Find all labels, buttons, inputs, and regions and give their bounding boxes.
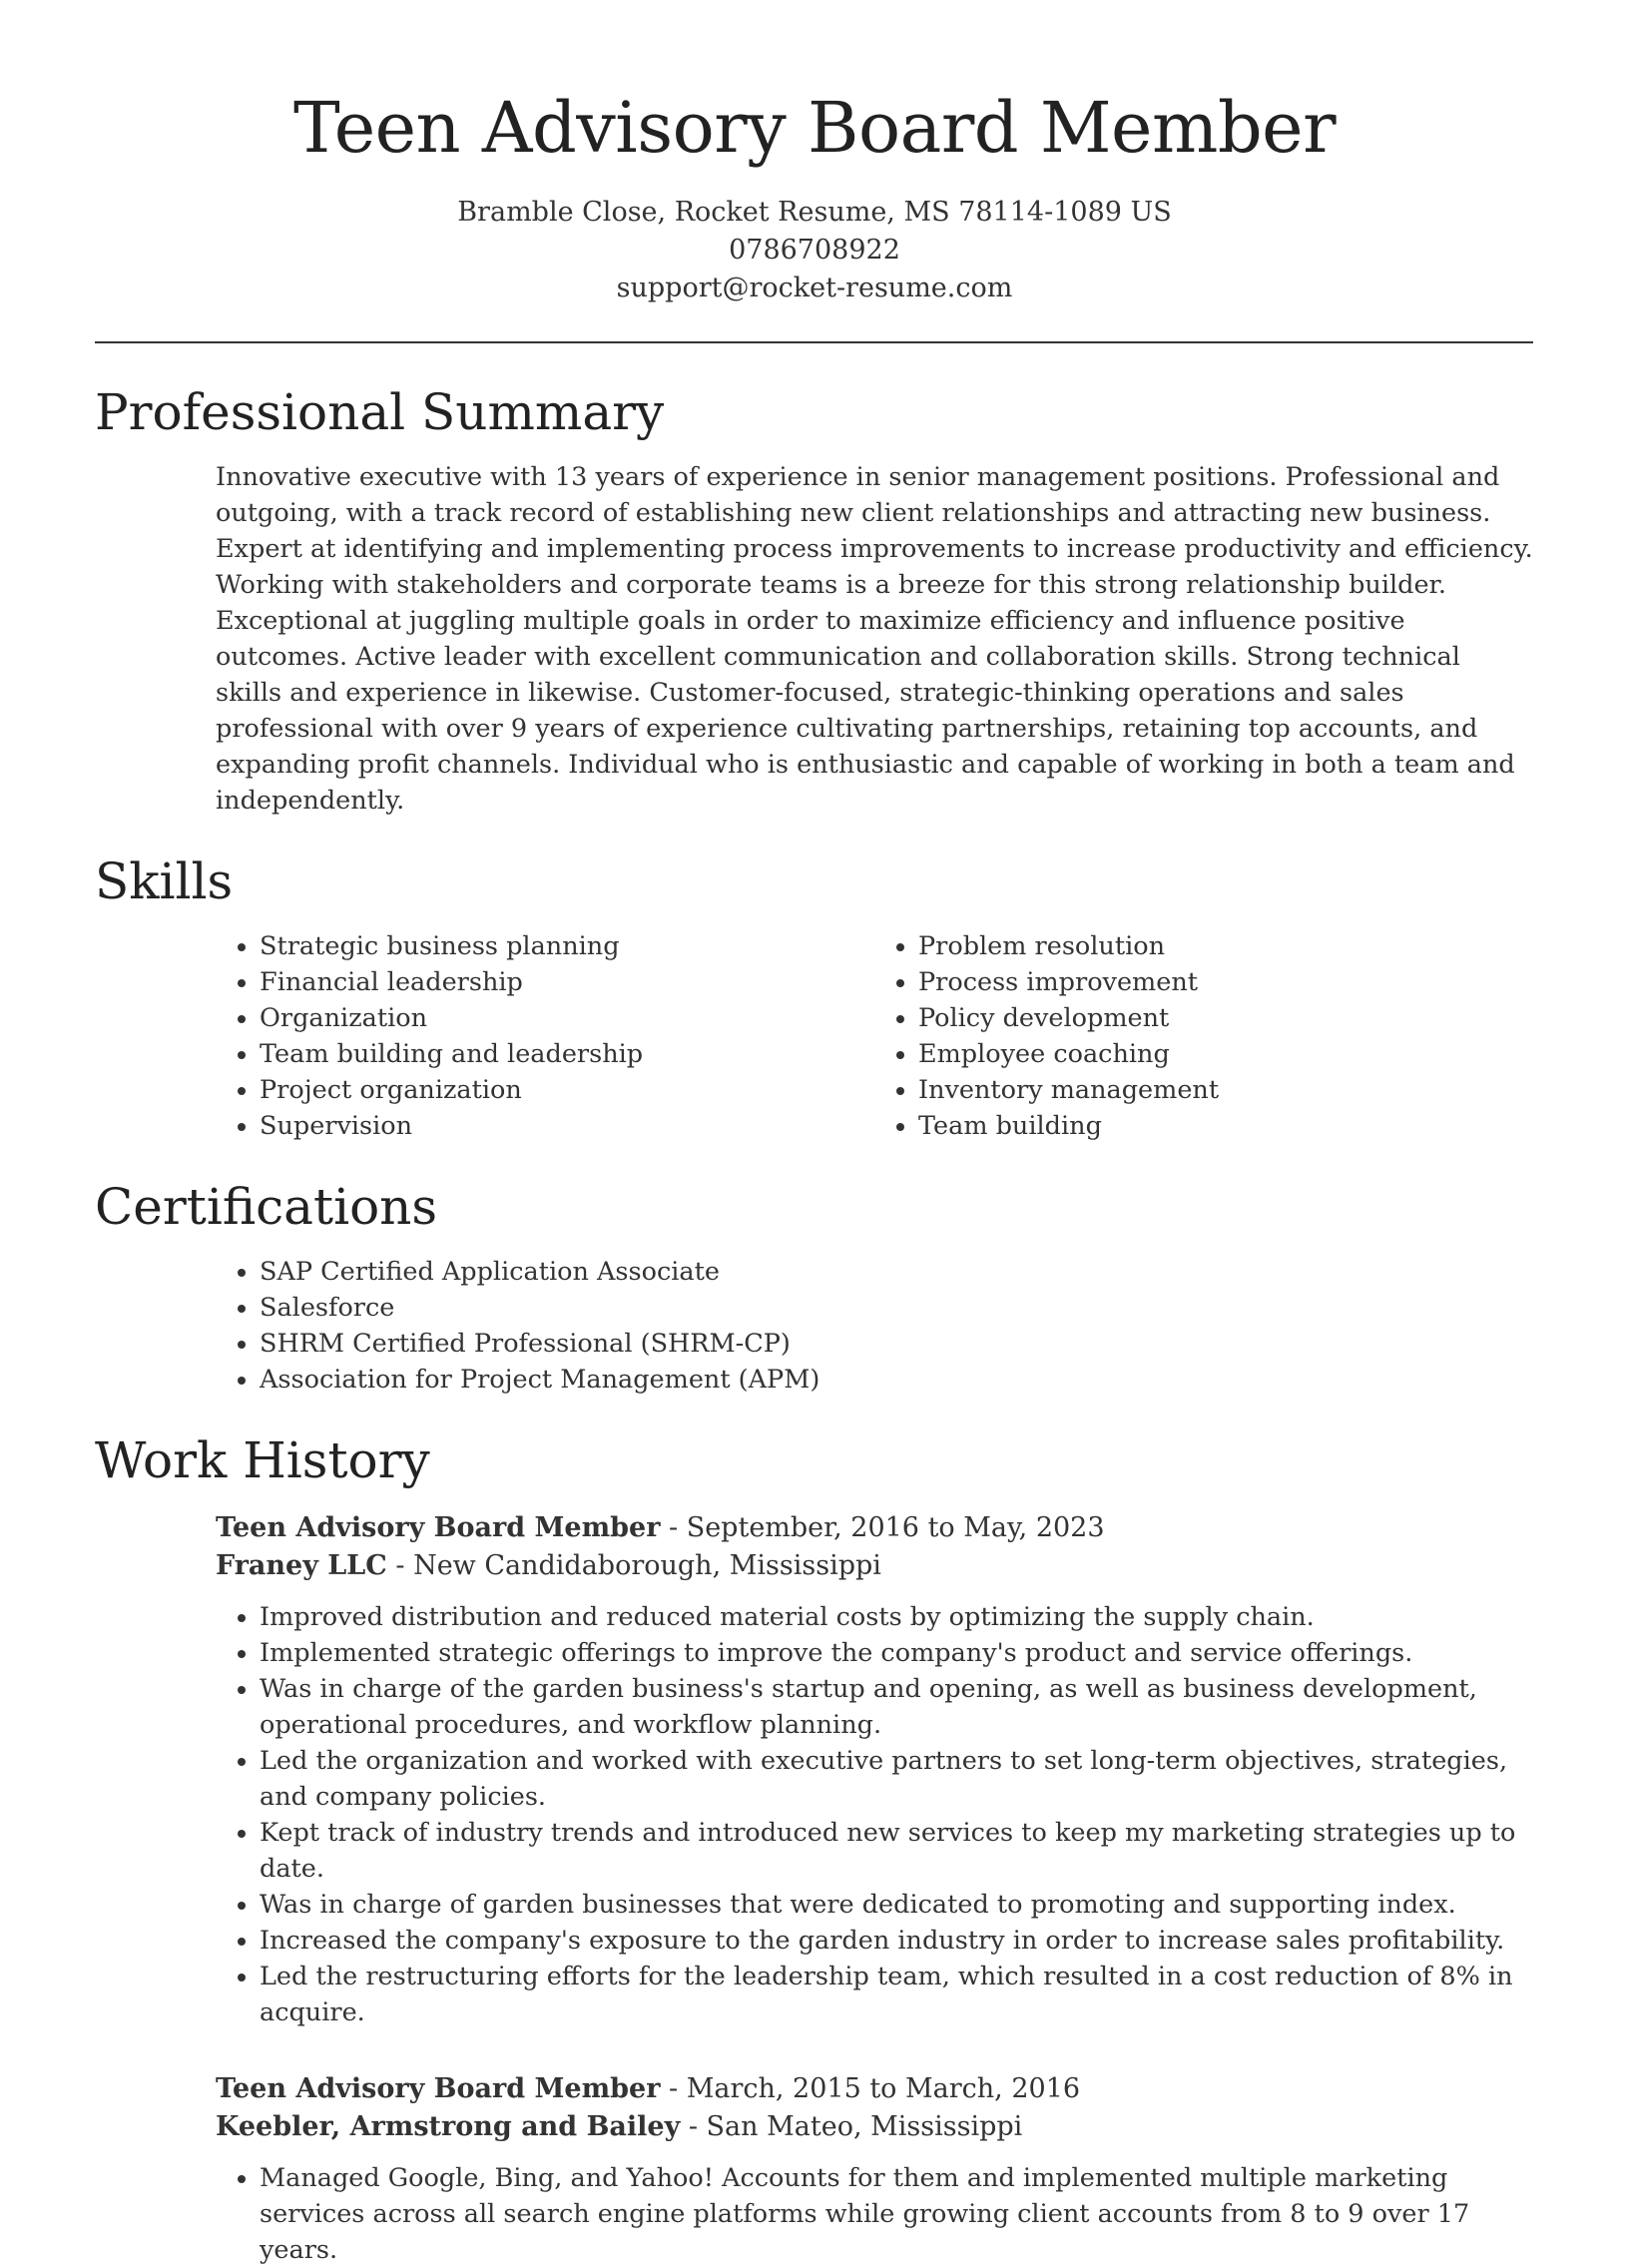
contact-info: [0, 194, 1629, 307]
job-role: Teen Advisory Board Member: [216, 1512, 661, 1543]
job-bullets: [216, 2160, 1533, 2268]
certification-item: • SAP Certified Application Associate: [260, 1254, 1533, 1290]
job-bullet: • Led the restructuring efforts for the leadership team, which resulted in a cost reduction of 8% in acquire.: [260, 1959, 1533, 2030]
skill-item: • Team building and leadership: [260, 1036, 874, 1072]
skill-item: • Organization: [260, 1000, 874, 1036]
certification-item: • Salesforce: [260, 1290, 1533, 1326]
resume-body: [95, 379, 1533, 2268]
phone: 0786708922: [729, 235, 900, 266]
job-title-line: [216, 1509, 1533, 1547]
summary-section: [95, 379, 1533, 819]
skills-list-right: [874, 928, 1533, 1144]
header-divider: [95, 341, 1533, 343]
skill-item: • Financial leadership: [260, 964, 874, 1000]
job-role: Teen Advisory Board Member: [216, 2073, 661, 2104]
skills-heading: Skills: [95, 852, 234, 910]
work-history-section: [95, 1427, 1533, 2268]
certifications-heading: Certifications: [95, 1178, 438, 1236]
job-bullet: • Managed Google, Bing, and Yahoo! Accounts for them and implemented multiple marketing services across all search engine platforms while growing client accounts from 8 to 9 over 17 years.: [260, 2160, 1533, 2268]
job-title-line: [216, 2070, 1533, 2108]
work-history-heading: Work History: [95, 1431, 430, 1489]
job-entry: [216, 1509, 1533, 2030]
summary-heading: Professional Summary: [95, 383, 665, 441]
job-entry: [216, 2070, 1533, 2268]
skill-item: • Team building: [918, 1108, 1533, 1144]
resume-title: Teen Advisory Board Member: [292, 87, 1337, 169]
job-company-line: [216, 1547, 1533, 1585]
skill-item: • Strategic business planning: [260, 928, 874, 964]
job-bullet: • Was in charge of garden businesses that were dedicated to promoting and supporting index.: [260, 1887, 1533, 1923]
job-bullets: [216, 1599, 1533, 2030]
skill-item: • Problem resolution: [918, 928, 1533, 964]
certifications-section: [95, 1174, 1533, 1398]
job-company: Keebler, Armstrong and Bailey: [216, 2111, 681, 2142]
job-bullet: • Increased the company's exposure to the garden industry in order to increase sales profitability.: [260, 1923, 1533, 1959]
job-location: - New Candidaborough, Mississippi: [386, 1550, 881, 1581]
skill-item: • Inventory management: [918, 1072, 1533, 1108]
certifications-list: [216, 1254, 1533, 1398]
skill-item: • Process improvement: [918, 964, 1533, 1000]
skill-item: • Supervision: [260, 1108, 874, 1144]
job-location: - San Mateo, Mississippi: [680, 2111, 1023, 2142]
skills-columns: [216, 928, 1533, 1144]
summary-text: Innovative executive with 13 years of experience in senior management positions. Professional and outgoing, with a track record of establishing new client relationships and attracting new business. Expert at identifying and implementing process improvements to increase productivity and efficiency. Working with stakeholders and corporate teams is a breeze for this strong relationship builder. Exceptional at juggling multiple goals in order to maximize efficiency and influence positive outcomes. Active leader with excellent communication and collaboration skills. Strong technical skills and experience in likewise. Customer-focused, strategic-thinking operations and sales professional with over 9 years of experience cultivating partnerships, retaining top accounts, and expanding profit channels. Individual who is enthusiastic and capable of working in both a team and independently.: [216, 462, 1533, 816]
job-bullet: • Kept track of industry trends and introduced new services to keep my marketing strategies up to date.: [260, 1815, 1533, 1887]
email: support@rocket-resume.com: [616, 273, 1013, 303]
job-bullet: • Implemented strategic offerings to improve the company's product and service offerings.: [260, 1635, 1533, 1671]
job-dates: - September, 2016 to May, 2023: [660, 1512, 1105, 1543]
skills-section: [95, 849, 1533, 1144]
skill-item: • Project organization: [260, 1072, 874, 1108]
job-bullet: • Was in charge of the garden business's startup and opening, as well as business development, operational procedures, and workflow planning.: [260, 1671, 1533, 1743]
job-bullet: • Improved distribution and reduced material costs by optimizing the supply chain.: [260, 1599, 1533, 1635]
resume-header: [0, 0, 1629, 307]
certification-item: • SHRM Certified Professional (SHRM-CP): [260, 1326, 1533, 1362]
address: Bramble Close, Rocket Resume, MS 78114-1089 US: [457, 197, 1172, 228]
skills-list-left: [216, 928, 874, 1144]
job-dates: - March, 2015 to March, 2016: [660, 2073, 1081, 2104]
job-bullet: • Led the organization and worked with executive partners to set long-term objectives, strategies, and company policies.: [260, 1743, 1533, 1815]
job-company-line: [216, 2108, 1533, 2146]
skill-item: • Policy development: [918, 1000, 1533, 1036]
job-company: Franey LLC: [216, 1550, 387, 1581]
skill-item: • Employee coaching: [918, 1036, 1533, 1072]
certification-item: • Association for Project Management (APM): [260, 1362, 1533, 1398]
